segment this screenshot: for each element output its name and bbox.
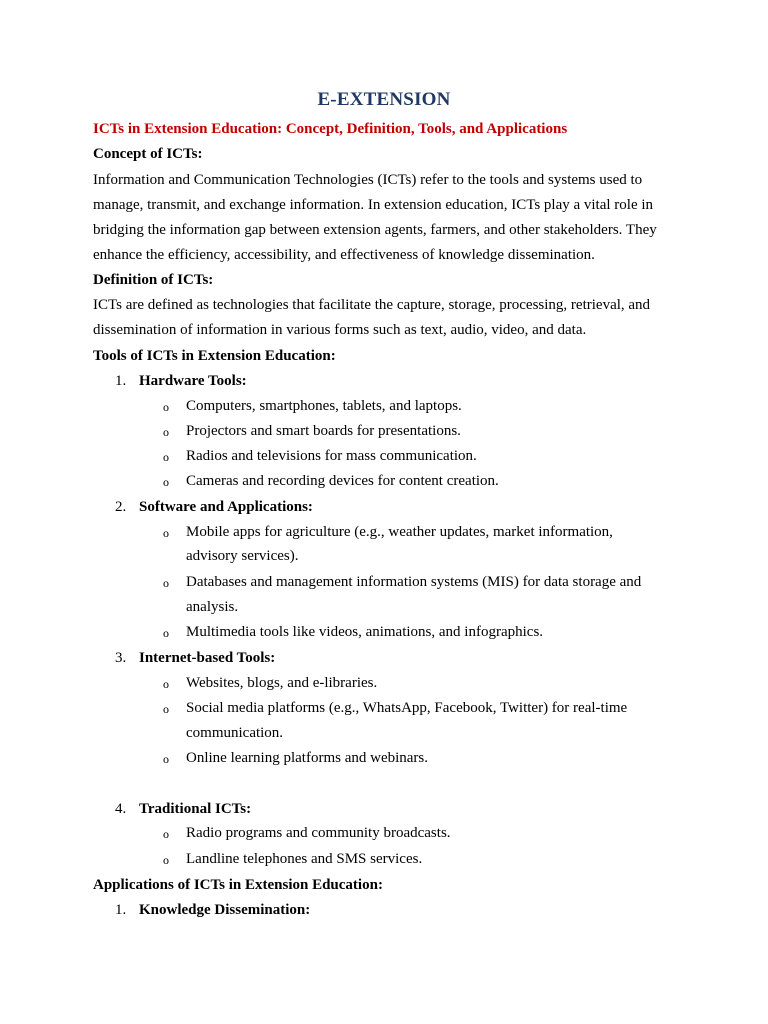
tool-category-label: Traditional ICTs: (139, 801, 252, 817)
list-item: Landline telephones and SMS services. (186, 851, 423, 867)
bullet-icon: o (163, 827, 169, 841)
list-number: 1. (115, 373, 127, 389)
bullet-icon: o (163, 677, 169, 691)
tools-heading: Tools of ICTs in Extension Education: (93, 348, 336, 364)
applications-heading: Applications of ICTs in Extension Education: (93, 877, 383, 893)
definition-line: ICTs are defined as technologies that facilitate the capture, storage, processing, retrieval, and (93, 297, 651, 313)
bullet-icon: o (163, 626, 169, 640)
list-number: 1. (115, 902, 127, 918)
definition-heading: Definition of ICTs: (93, 272, 214, 288)
list-item: Computers, smartphones, tablets, and laptops. (186, 398, 462, 414)
list-item: Websites, blogs, and e-libraries. (186, 675, 378, 691)
concept-heading: Concept of ICTs: (93, 146, 203, 162)
list-item-continuation: analysis. (186, 599, 239, 615)
bullet-icon: o (163, 702, 169, 716)
bullet-icon: o (163, 576, 169, 590)
bullet-icon: o (163, 425, 169, 439)
list-number: 3. (115, 650, 127, 666)
list-item: Radio programs and community broadcasts. (186, 825, 451, 841)
list-item-continuation: advisory services). (186, 548, 299, 564)
list-item: Databases and management information systems (MIS) for data storage and (186, 574, 642, 590)
concept-line: Information and Communication Technologies (ICTs) refer to the tools and systems used to (93, 172, 643, 188)
concept-line: bridging the information gap between extension agents, farmers, and other stakeholders. They (93, 222, 657, 238)
list-item: Cameras and recording devices for content creation. (186, 473, 499, 489)
definition-line: dissemination of information in various forms such as text, audio, video, and data. (93, 322, 587, 338)
list-item: Social media platforms (e.g., WhatsApp, Facebook, Twitter) for real-time (186, 700, 628, 716)
tool-category-label: Internet-based Tools: (139, 650, 276, 666)
list-item: Radios and televisions for mass communication. (186, 448, 477, 464)
list-item: Multimedia tools like videos, animations, and infographics. (186, 624, 544, 640)
bullet-icon: o (163, 450, 169, 464)
tool-category-label: Hardware Tools: (139, 373, 247, 389)
application-label: Knowledge Dissemination: (139, 902, 311, 918)
concept-line: enhance the efficiency, accessibility, and effectiveness of knowledge dissemination. (93, 247, 595, 263)
document-title: E-EXTENSION (317, 89, 451, 110)
list-item-continuation: communication. (186, 725, 284, 741)
document-subtitle: ICTs in Extension Education: Concept, Definition, Tools, and Applications (93, 121, 568, 137)
list-number: 2. (115, 499, 127, 515)
tool-category-label: Software and Applications: (139, 499, 313, 515)
list-item: Online learning platforms and webinars. (186, 750, 429, 766)
list-item: Projectors and smart boards for presentations. (186, 423, 461, 439)
concept-line: manage, transmit, and exchange information. In extension education, ICTs play a vital role in (93, 197, 654, 213)
bullet-icon: o (163, 400, 169, 414)
bullet-icon: o (163, 526, 169, 540)
bullet-icon: o (163, 475, 169, 489)
list-number: 4. (115, 801, 127, 817)
bullet-icon: o (163, 752, 169, 766)
bullet-icon: o (163, 853, 169, 867)
list-item: Mobile apps for agriculture (e.g., weather updates, market information, (186, 524, 613, 540)
